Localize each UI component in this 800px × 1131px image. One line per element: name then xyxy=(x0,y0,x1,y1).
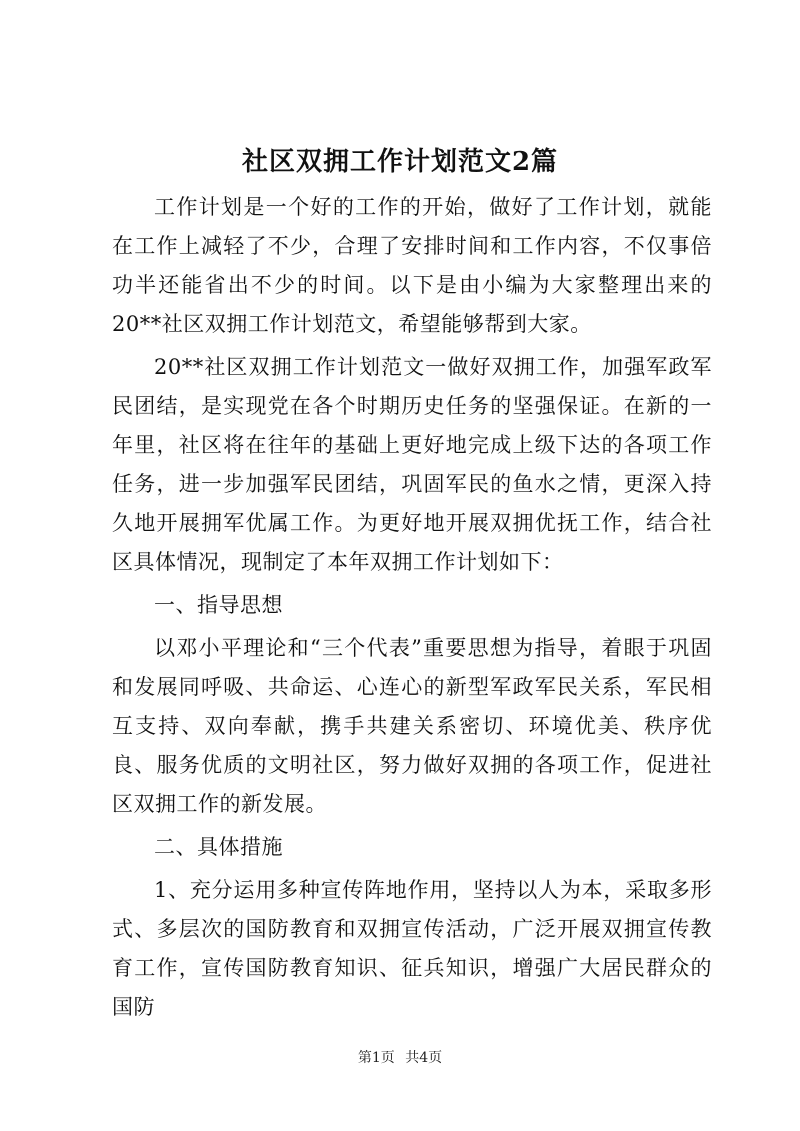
document-title: 社区双拥工作计划范文2篇 xyxy=(241,147,559,177)
section-heading-measures: 二、具体措施 xyxy=(154,835,283,859)
page-footer xyxy=(0,1048,800,1068)
intro-paragraph: 工作计划是一个好的工作的开始，做好了工作计划，就能在工作上减轻了不少，合理了安排时间和工作内容，不仅事倍功半还能省出不少的时间。以下是由小编为大家整理出来的20**社区双拥工作计划范文，希望能够帮到大家。 xyxy=(112,195,712,336)
document-body xyxy=(112,188,712,1027)
page-number: 第1页 xyxy=(357,1050,395,1066)
paragraph-guiding-ideology: 以邓小平理论和“三个代表”重要思想为指导，着眼于巩固和发展同呼吸、共命运、心连心的新型军政军民关系，军民相互支持、双向奉献，携手共建关系密切、环境优美、秩序优良、服务优质的文明社区，努力做好双拥的各项工作，促进社区双拥工作的新发展。 xyxy=(112,636,712,816)
paragraph-measure-1: 1、充分运用多种宣传阵地作用，坚持以人为本，采取多形式、多层次的国防教育和双拥宣传活动，广泛开展双拥宣传教育工作，宣传国防教育知识、征兵知识，增强广大居民群众的国防 xyxy=(112,878,712,1019)
page-total: 共4页 xyxy=(405,1050,443,1066)
section-heading-guiding-ideology: 一、指导思想 xyxy=(154,593,283,617)
paragraph-plan-overview: 20**社区双拥工作计划范文一做好双拥工作，加强军政军民团结，是实现党在各个时期历史任务的坚强保证。在新的一年里，社区将在往年的基础上更好地完成上级下达的各项工作任务，进一步加强军民团结，巩固军民的鱼水之情，更深入持久地开展拥军优属工作。为更好地开展双拥优抚工作，结合社区具体情况，现制定了本年双拥工作计划如下： xyxy=(112,355,712,574)
